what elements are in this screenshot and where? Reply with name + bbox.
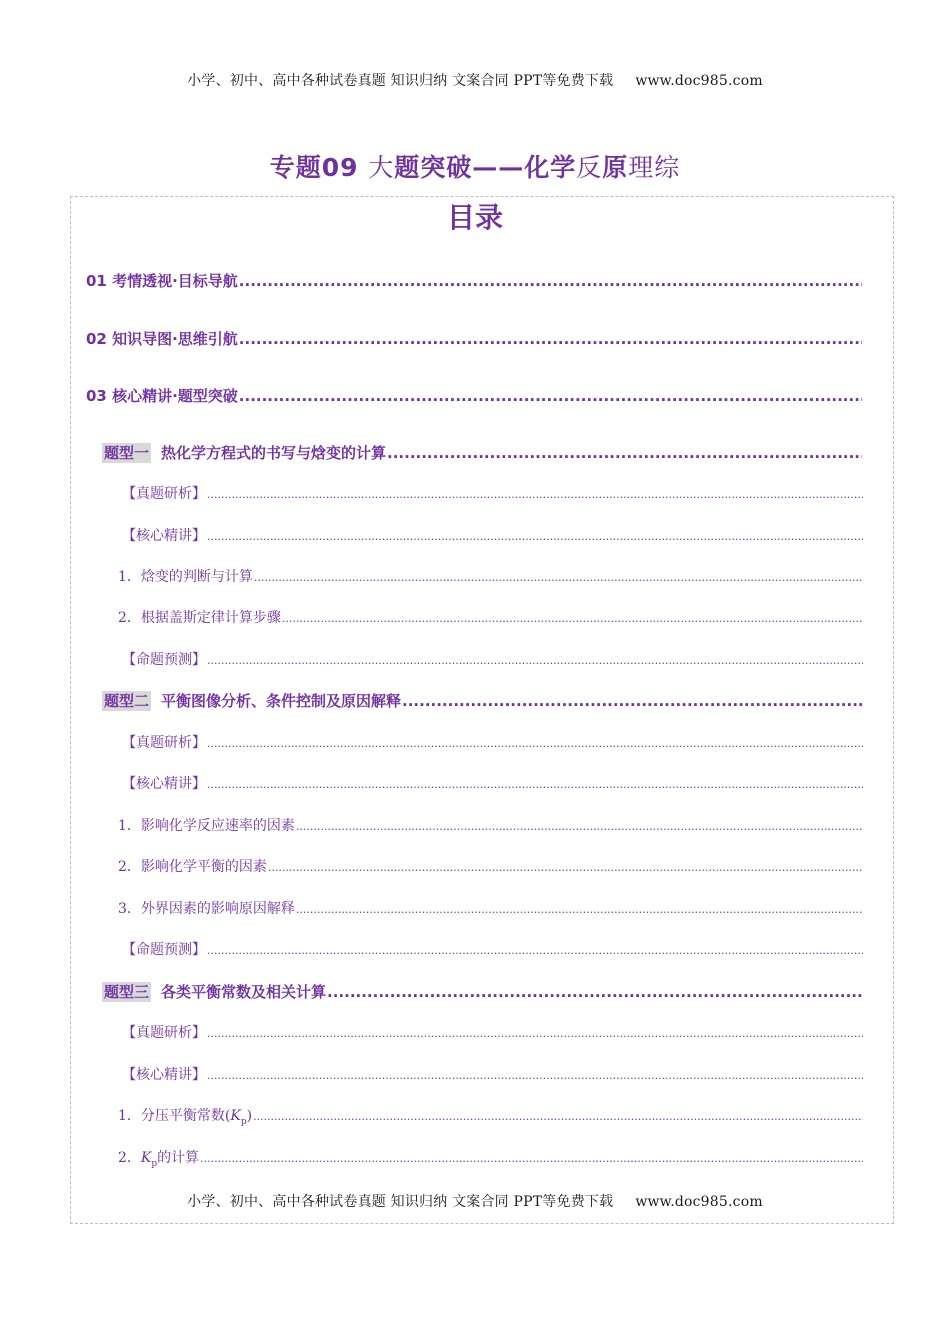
dot-leader [207,778,863,791]
toc-item[interactable] [118,607,863,627]
footer-text: 小学、初中、高中各种试卷真题 知识归纳 文案合同 PPT等免费下载 [187,1194,614,1210]
toc-label: 平衡图像分析、条件控制及原因解释 [161,692,402,710]
toc-item[interactable] [118,898,863,918]
dot-leader [207,530,863,543]
toc-section-1[interactable] [86,270,862,291]
toc-label: 【核心精讲】 [122,1067,206,1083]
dot-leader [253,1110,863,1123]
dot-leader [268,861,863,874]
title-part-a: 大 [368,153,395,182]
document-title [0,148,950,184]
toc-item[interactable] [122,525,863,545]
toc-item[interactable] [122,1022,863,1042]
dot-leader [207,944,863,957]
kp-subscript: p [151,1158,158,1169]
toc-label: 【命题预测】 [122,652,206,668]
toc-label: 1．焓变的判断与计算 [118,569,253,585]
toc-label: 02 知识导图·思维引航 [86,330,238,348]
kp-suffix: 的计算 [157,1150,200,1166]
title-part-d: 原 [602,153,629,182]
dot-leader [200,1152,863,1165]
dot-leader [254,571,863,584]
dot-leader [239,272,862,290]
toc-label: 【真题研析】 [122,486,206,502]
title-part-e: 理综 [628,153,681,182]
dot-leader [207,1027,863,1040]
dot-leader [207,1069,863,1082]
page-footer [0,1191,950,1211]
toc-label [118,1105,252,1127]
dot-leader [387,444,862,462]
dot-leader [296,820,863,833]
toc-label: 热化学方程式的书写与焓变的计算 [161,444,387,462]
toc-label: 各类平衡常数及相关计算 [161,983,327,1001]
toc-item[interactable] [118,566,863,586]
toc-label: 3．外界因素的影响原因解释 [118,901,295,917]
title-part-b: 题突破——化学 [394,153,577,182]
dot-leader [207,488,863,501]
kp-prefix: 1．分压平衡常数( [118,1108,231,1124]
toc-label: 【真题研析】 [122,1025,206,1041]
page-header [0,70,950,90]
toc-label: 【命题预测】 [122,942,206,958]
dot-leader [239,330,862,348]
dot-leader [207,737,863,750]
kp-prefix: 2． [118,1150,141,1166]
toc-item[interactable] [122,483,863,503]
type-tag: 题型一 [104,444,150,462]
type-tag: 题型三 [104,983,150,1001]
header-text: 小学、初中、高中各种试卷真题 知识归纳 文案合同 PPT等免费下载 [187,73,614,89]
toc-label: 【核心精讲】 [122,776,206,792]
toc-label: 【核心精讲】 [122,528,206,544]
title-part-c: 反 [576,153,603,182]
kp-symbol: K [230,1108,241,1124]
toc-type-2[interactable] [102,690,862,711]
toc-label: 【真题研析】 [122,735,206,751]
dot-leader [296,903,863,916]
dot-leader [402,692,862,710]
toc-item[interactable] [118,815,863,835]
toc-type-1[interactable] [102,442,862,463]
kp-subscript: p [240,1116,247,1127]
footer-site: www.doc985.com [635,1194,763,1210]
dot-leader [239,387,862,405]
toc-label: 03 核心精讲·题型突破 [86,387,238,405]
toc-label: 01 考情透视·目标导航 [86,272,238,290]
kp-symbol: K [140,1150,152,1166]
title-prefix: 专题09 [269,153,359,182]
toc-item[interactable] [122,939,863,959]
kp-suffix: ) [246,1108,253,1124]
type-tag: 题型二 [104,692,150,710]
toc-label: 1．影响化学反应速率的因素 [118,818,295,834]
toc-section-2[interactable] [86,328,862,349]
toc-item[interactable] [122,773,863,793]
toc-label: 2．影响化学平衡的因素 [118,859,267,875]
toc-type-3[interactable] [102,981,862,1002]
toc-item[interactable] [118,1147,863,1169]
dot-leader [207,654,863,667]
toc-label [118,1147,199,1169]
header-site: www.doc985.com [635,73,763,89]
dot-leader [282,612,863,625]
toc-item[interactable] [118,856,863,876]
toc-item[interactable] [122,732,863,752]
toc-label: 2．根据盖斯定律计算步骤 [118,610,281,626]
toc-item[interactable] [118,1105,863,1127]
dot-leader [327,983,862,1001]
toc-item[interactable] [122,649,863,669]
toc-item[interactable] [122,1064,863,1084]
toc-section-3[interactable] [86,385,862,406]
toc-heading: 目录 [446,201,503,234]
